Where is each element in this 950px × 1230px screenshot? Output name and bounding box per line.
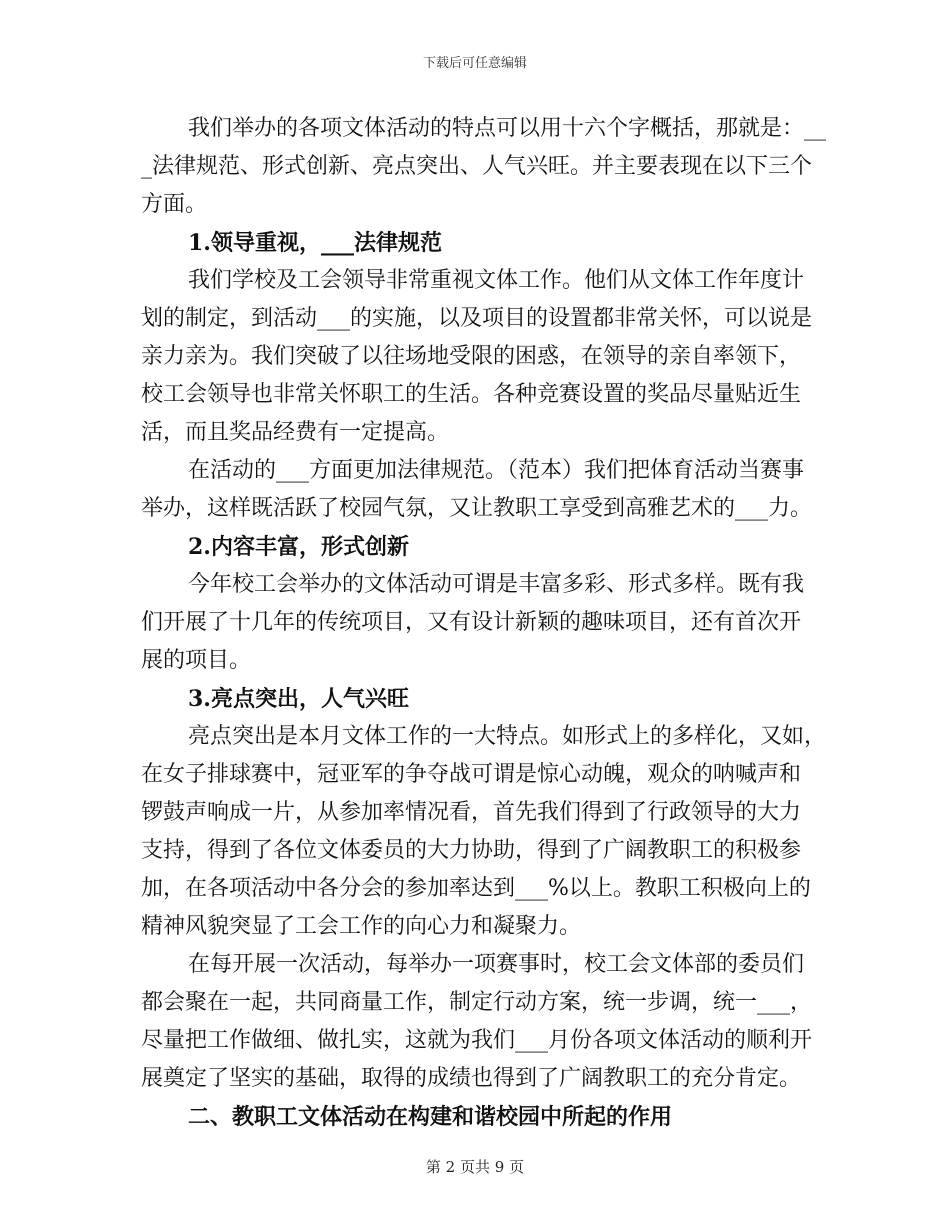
paragraph-line: 尽量把工作做细、做扎实，这就为我们___月份各项文体活动的顺利开 [141, 1028, 813, 1053]
paragraph-line: 举办，这样既活跃了校园气氛，又让教职工享受到高雅艺术的___力。 [141, 496, 813, 521]
paragraph-line: 们开展了十几年的传统项目，又有设计新颖的趣味项目，还有首次开 [141, 610, 802, 635]
paragraph-line: 锣鼓声响成一片，从参加率情况看，首先我们得到了行政领导的大力 [141, 800, 802, 825]
paragraph-line: 在每开展一次活动，每举办一项赛事时，校工会文体部的委员们 [188, 952, 805, 977]
section-heading: 1.领导重视，___法律规范 [188, 230, 442, 256]
paragraph-line: 校工会领导也非常关怀职工的生活。各种竞赛设置的奖品尽量贴近生 [141, 382, 802, 407]
paragraph-line: 都会聚在一起，共同商量工作，制定行动方案，统一步调，统一___， [141, 990, 813, 1015]
paragraph-line: 划的制定，到活动___的实施，以及项目的设置都非常关怀，可以说是 [141, 306, 813, 331]
paragraph-line: _法律规范、形式创新、亮点突出、人气兴旺。并主要表现在以下三个 [141, 154, 813, 179]
paragraph-line: 我们举办的各项文体活动的特点可以用十六个字概括，那就是：__ [188, 116, 827, 141]
paragraph-line: 我们学校及工会领导非常重视文体工作。他们从文体工作年度计 [188, 268, 805, 293]
paragraph-line: 精神风貌突显了工会工作的向心力和凝聚力。 [141, 914, 582, 939]
page-header: 下载后可任意编辑 [422, 56, 527, 71]
paragraph-line: 今年校工会举办的文体活动可谓是丰富多彩、形式多样。既有我 [188, 572, 805, 597]
paragraph-line: 支持，得到了各位文体委员的大力协助，得到了广阔教职工的积极参 [141, 838, 802, 863]
paragraph-line: 亲力亲为。我们突破了以往场地受限的困惑，在领导的亲自率领下， [141, 344, 802, 369]
section-heading: 3.亮点突出，人气兴旺 [188, 686, 409, 712]
paragraph-line: 加，在各项活动中各分会的参加率达到___%以上。教职工积极向上的 [141, 876, 811, 901]
paragraph-line: 展的项目。 [141, 648, 252, 673]
section-heading: 二、教职工文体活动在构建和谐校园中所起的作用 [188, 1104, 673, 1130]
paragraph-line: 在活动的___方面更加法律规范。（范本）我们把体育活动当赛事 [188, 458, 805, 483]
paragraph-line: 亮点突出是本月文体工作的一大特点。如形式上的多样化，又如， [188, 724, 827, 749]
paragraph-line: 活，而且奖品经费有一定提高。 [141, 420, 450, 445]
page-footer: 第 2 页共 9 页 [425, 1158, 525, 1176]
section-heading: 2.内容丰富，形式创新 [188, 534, 409, 560]
paragraph-line: 方面。 [141, 192, 208, 217]
paragraph-line: 展奠定了坚实的基础，取得的成绩也得到了广阔教职工的充分肯定。 [141, 1066, 802, 1091]
paragraph-line: 在女子排球赛中，冠亚军的争夺战可谓是惊心动魄，观众的呐喊声和 [141, 762, 802, 787]
